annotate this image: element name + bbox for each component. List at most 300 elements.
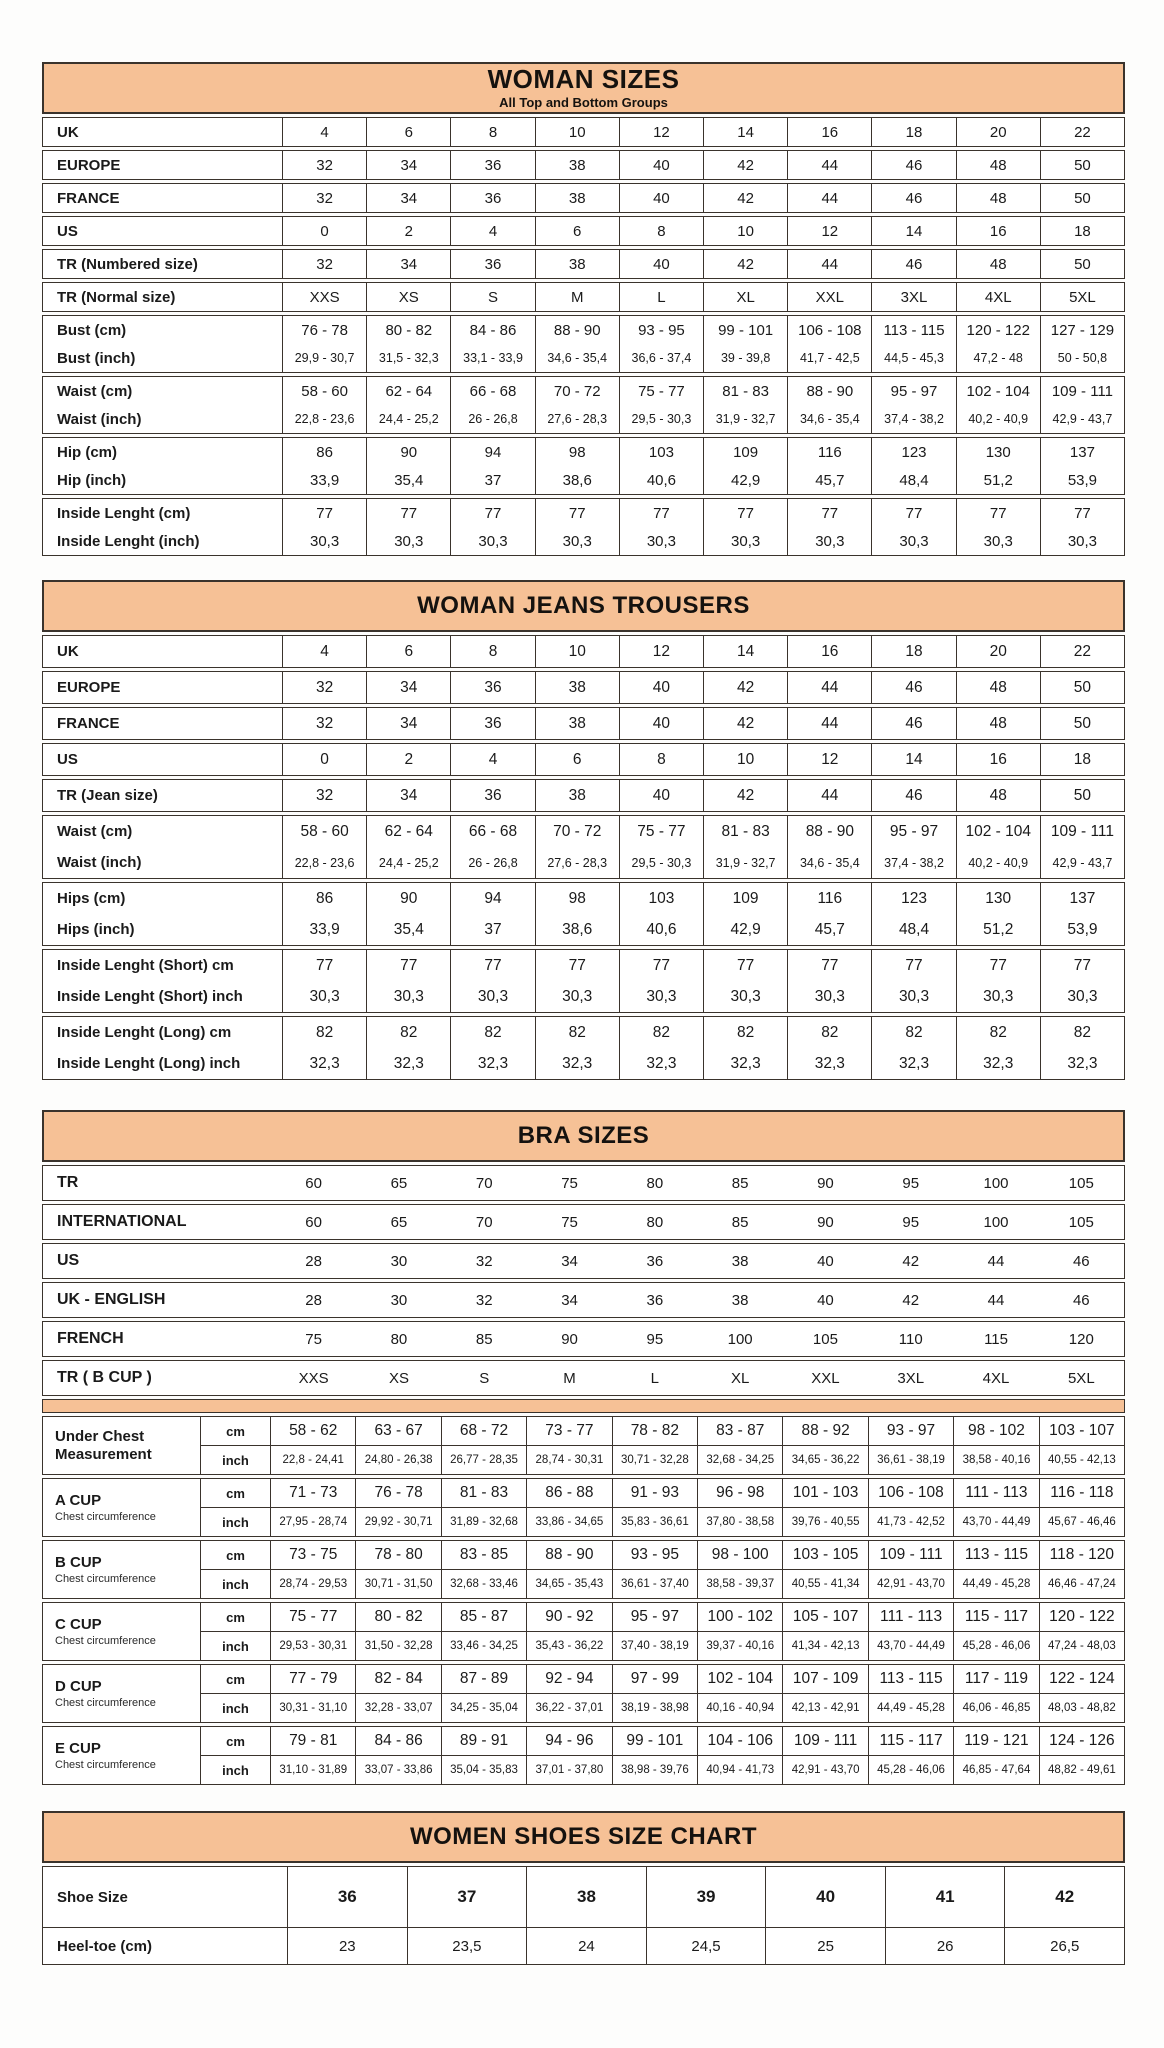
size-cell: 35,4 [366,914,450,945]
table-row [201,1541,1124,1569]
size-cell: 95 - 97 [612,1603,697,1631]
size-cell: 44 [987,1252,1005,1270]
size-cell: 65 [390,1174,408,1192]
row-label: Waist (cm) [43,377,283,405]
size-cell: 53,9 [1040,466,1124,494]
size-cell: 24,5 [646,1928,766,1964]
size-cell: 27,6 - 28,3 [535,405,619,433]
size-cell: 98 [535,883,619,914]
row-label: Bust (inch) [43,344,283,372]
row-label: INTERNATIONAL [57,1213,187,1230]
size-cell: 103 [619,438,703,466]
size-cell: 122 - 124 [1039,1665,1124,1693]
size-cell: 37,80 - 38,58 [697,1508,782,1536]
size-cell: 32,3 [366,1048,450,1079]
cup-group [42,1726,1125,1785]
size-cell: 8 [450,636,534,667]
table-row [201,1665,1124,1693]
size-cell: 62 - 64 [366,816,450,847]
table-row [201,1569,1124,1598]
size-cell: 89 - 91 [441,1727,526,1755]
size-cell: 42,9 [703,466,787,494]
size-cell: 115 [984,1330,1008,1348]
size-cell: 110 [898,1330,923,1348]
section-women-shoes-size-chart [42,1811,1125,1965]
size-cell: 30,3 [1040,981,1124,1012]
size-cell: XL [703,283,787,311]
size-cell: 60 [305,1174,322,1192]
size-cell: 26 - 26,8 [450,847,534,878]
size-cell: 16 [787,636,871,667]
size-cell: 22,8 - 23,6 [294,412,355,426]
size-cell: 36,61 - 37,40 [612,1570,697,1598]
row-group [42,1243,1125,1279]
size-cell: 36,61 - 38,19 [868,1446,953,1474]
size-cell: 42 [703,708,787,739]
size-cell: 30,3 [956,527,1040,555]
size-cell: 99 - 101 [612,1727,697,1755]
size-cell: 50 [1040,250,1124,278]
size-cell: 80 [646,1213,664,1231]
size-cell: 31,9 - 32,7 [703,847,787,878]
size-cell: 38,98 - 39,76 [612,1756,697,1784]
size-cell: 46,85 - 47,64 [953,1756,1038,1784]
size-cell: 38,19 - 38,98 [612,1694,697,1722]
size-cell: 38 [731,1291,749,1309]
unit-label: cm [201,1479,271,1507]
table-row [43,744,1124,775]
size-cell: 95 [902,1174,920,1192]
size-cell: L [650,1369,659,1387]
size-cell: 94 - 96 [526,1727,611,1755]
size-cell: 42,9 - 43,7 [1040,405,1124,433]
size-cell: 48 [956,708,1040,739]
size-cell: 41,73 - 42,52 [868,1508,953,1536]
cup-rows [201,1727,1124,1784]
row-group [42,1016,1125,1080]
row-label: UK [43,118,283,146]
size-cell: 48,82 - 49,61 [1039,1756,1124,1784]
size-cell: 36 [450,151,534,179]
row-label: Inside Lenght (inch) [43,527,283,555]
size-cell: 42,91 - 43,70 [782,1756,867,1784]
size-cell: 33,9 [309,920,340,938]
size-cell: 40,6 [619,466,703,494]
size-cell: 4XL [982,1369,1010,1387]
size-cell: 23 [338,1937,356,1955]
size-cell: 36 [450,780,534,811]
size-cell: 77 [956,499,1040,527]
size-cell: 36,6 - 37,4 [619,344,703,372]
size-cell: 12 [787,217,871,245]
size-cell: 82 [366,1017,450,1048]
table-row [201,1727,1124,1755]
size-cell: 18 [1040,217,1124,245]
table-row [43,636,1124,667]
size-cell: XXS [298,1369,329,1387]
size-cell: 109 - 111 [868,1541,953,1569]
row-group [42,815,1125,879]
table-row [201,1693,1124,1722]
size-cell: 77 [450,950,534,981]
size-cell: 75 [561,1213,578,1231]
size-cell: 30,3 [366,981,450,1012]
size-cell: 26 [885,1928,1005,1964]
size-cell: 30 [390,1252,408,1270]
size-cell: 75 - 77 [289,1608,338,1625]
size-cell: 123 [871,438,955,466]
size-cell: 38 [535,672,619,703]
table-row [43,708,1124,739]
size-cell: 120 - 122 [956,316,1040,344]
cup-group [42,1478,1125,1537]
unit-label: inch [201,1632,271,1660]
size-cell: 83 - 87 [697,1417,782,1445]
size-cell: 77 [619,950,703,981]
size-cell: 79 - 81 [289,1732,338,1749]
size-cell: 32,28 - 33,07 [355,1694,440,1722]
size-cell: 82 [450,1017,534,1048]
size-cell: 71 - 73 [289,1484,338,1501]
table-row [43,499,1124,527]
cup-rows [201,1541,1124,1598]
size-cell: 81 - 83 [703,377,787,405]
size-cell: 85 [475,1330,493,1348]
size-cell: 37,40 - 38,19 [612,1632,697,1660]
size-cell: 24,4 - 25,2 [366,405,450,433]
size-cell: 40,94 - 41,73 [697,1756,782,1784]
size-cell: 14 [703,636,787,667]
size-cell: 44,49 - 45,28 [868,1694,953,1722]
size-cell: 51,2 [956,914,1040,945]
size-cell: 6 [535,744,619,775]
size-cell: 32 [316,189,333,207]
row-label: Heel-toe (cm) [43,1928,288,1964]
size-cell: 95 - 97 [871,816,955,847]
size-cell: XXL [787,283,871,311]
size-cell: 109 - 111 [1040,377,1124,405]
size-cell: XXL [811,1369,840,1387]
table-row [43,118,1124,146]
unit-label: inch [201,1508,271,1536]
size-cell: 120 [1068,1330,1094,1348]
size-cell: 37 [450,914,534,945]
size-cell: 117 - 119 [953,1665,1038,1693]
size-cell: 123 [871,883,955,914]
size-cell: 119 - 121 [953,1727,1038,1755]
unit-label: cm [201,1541,271,1569]
size-cell: 38,6 [535,914,619,945]
size-cell: 100 [983,1213,1009,1231]
size-cell: 109 [703,438,787,466]
cup-sublabel: Chest circumference [55,1758,156,1771]
size-cell: 92 - 94 [526,1665,611,1693]
size-cell: 48,4 [871,914,955,945]
size-cell: 8 [450,118,534,146]
size-cell: 30 [390,1291,408,1309]
size-cell: 42 [703,672,787,703]
size-cell: 77 - 79 [289,1670,338,1687]
size-cell: 38 [731,1252,749,1270]
size-cell: 106 - 108 [868,1479,953,1507]
size-cell: 42,91 - 43,70 [868,1570,953,1598]
size-cell: 35,4 [366,466,450,494]
row-label: EUROPE [43,672,283,703]
table-row [43,780,1124,811]
size-cell: 30,3 [309,987,340,1005]
size-cell: 36,22 - 37,01 [526,1694,611,1722]
section-title: WOMAN JEANS TROUSERS [417,592,750,620]
table-row [43,283,1124,311]
size-cell: 22 [1040,118,1124,146]
size-cell: 106 - 108 [787,316,871,344]
size-cell: 105 [1068,1174,1094,1192]
size-cell: 14 [871,217,955,245]
row-label: Hip (inch) [43,466,283,494]
size-cell: 32,3 [956,1048,1040,1079]
size-cell: 34 [561,1252,578,1270]
size-cell: 38 [535,250,619,278]
size-cell: 77 [871,950,955,981]
size-cell: 98 - 100 [697,1541,782,1569]
size-cell: 36 [450,184,534,212]
size-cell: 41 [885,1867,1005,1927]
size-cell: 76 - 78 [301,321,348,339]
size-cell: 84 - 86 [355,1727,440,1755]
size-cell: 47,2 - 48 [956,344,1040,372]
size-cell: 42 [902,1291,920,1309]
size-cell: 105 [812,1330,838,1348]
cup-group [42,1664,1125,1723]
size-cell: 46 [1072,1252,1090,1270]
size-cell: 20 [956,118,1040,146]
table-row [43,1244,1124,1278]
row-group [42,707,1125,740]
size-cell: 4 [450,744,534,775]
size-cell: 42 [703,250,787,278]
size-cell: 40,2 - 40,9 [956,405,1040,433]
table-row [201,1445,1124,1474]
size-cell: 127 - 129 [1040,316,1124,344]
size-cell: 90 - 92 [526,1603,611,1631]
size-cell: 48 [956,672,1040,703]
table-row [43,847,1124,878]
size-cell: 32 [475,1252,493,1270]
row-group [42,743,1125,776]
table-row [201,1417,1124,1445]
size-cell: 111 - 113 [953,1479,1038,1507]
size-cell: 81 - 83 [441,1479,526,1507]
size-cell: 3XL [897,1369,925,1387]
size-cell: 43,70 - 44,49 [953,1508,1038,1536]
size-cell: 46,06 - 46,85 [953,1694,1038,1722]
row-label: FRANCE [43,708,283,739]
cup-group [42,1540,1125,1599]
cup-group [42,1416,1125,1475]
size-cell: 30,3 [619,527,703,555]
size-cell: 51,2 [956,466,1040,494]
row-label: Waist (cm) [43,816,283,847]
size-cell: 37 [450,466,534,494]
size-cell: 77 [1040,950,1124,981]
size-cell: 38,58 - 40,16 [953,1446,1038,1474]
row-label [43,1417,201,1474]
size-cell: 41,34 - 42,13 [782,1632,867,1660]
size-cell: 6 [366,118,450,146]
size-cell: 33,86 - 34,65 [526,1508,611,1536]
table-row [201,1755,1124,1784]
table-row [201,1603,1124,1631]
table-row [43,405,1124,433]
row-group [42,671,1125,704]
size-cell: 93 - 95 [619,316,703,344]
size-cell: 32,3 [450,1048,534,1079]
row-label: Bust (cm) [43,316,283,344]
table-row [43,316,1124,344]
size-cell: 40 [619,708,703,739]
table-row [43,217,1124,245]
size-cell: 73 - 77 [526,1417,611,1445]
size-cell: 18 [871,118,955,146]
size-cell: 82 [703,1017,787,1048]
size-cell: 93 - 97 [868,1417,953,1445]
size-cell: M [563,1369,576,1387]
size-cell: 37,01 - 37,80 [526,1756,611,1784]
size-cell: 109 - 111 [782,1727,867,1755]
size-cell: 28 [305,1291,322,1309]
size-cell: 113 - 115 [871,316,955,344]
size-cell: 53,9 [1040,914,1124,945]
size-cell: 16 [956,744,1040,775]
size-cell: 31,50 - 32,28 [355,1632,440,1660]
cup-sublabel: Chest circumference [55,1696,156,1709]
size-cell: 78 - 82 [612,1417,697,1445]
size-cell: 30,71 - 31,50 [355,1570,440,1598]
size-cell: XL [730,1369,750,1387]
size-cell: 77 [1040,499,1124,527]
size-cell: 80 - 82 [355,1603,440,1631]
size-cell: 34,6 - 35,4 [787,405,871,433]
row-group [42,437,1125,495]
size-cell: 30,3 [535,527,619,555]
size-cell: 24 [526,1928,646,1964]
size-cell: 29,5 - 30,3 [619,847,703,878]
size-cell: 109 - 111 [1040,816,1124,847]
size-cell: 34 [561,1291,578,1309]
size-cell: 44 [987,1291,1005,1309]
row-label: Inside Lenght (Short) cm [43,950,283,981]
size-cell: 116 [787,438,871,466]
size-cell: 34,6 - 35,4 [535,344,619,372]
size-cell: 50 [1040,780,1124,811]
size-cell: 47,24 - 48,03 [1039,1632,1124,1660]
size-cell: 30,3 [1040,527,1124,555]
size-cell: 30,3 [703,527,787,555]
size-cell: 44 [787,151,871,179]
size-cell: 137 [1040,883,1124,914]
size-cell: 66 - 68 [450,816,534,847]
size-cell: 80 [390,1330,408,1348]
size-cell: 28 [305,1252,322,1270]
size-cell: 85 - 87 [441,1603,526,1631]
size-cell: 98 [535,438,619,466]
size-cell: 40 [619,780,703,811]
table-row [201,1479,1124,1507]
size-cell: 27,95 - 28,74 [279,1516,348,1528]
size-cell: 42,9 [703,914,787,945]
section-woman-sizes [42,0,1125,556]
row-label: TR ( B CUP ) [57,1369,152,1386]
size-cell: 32,3 [703,1048,787,1079]
size-cell: 91 - 93 [612,1479,697,1507]
size-cell: 34,25 - 35,04 [441,1694,526,1722]
size-cell: 29,9 - 30,7 [294,351,355,365]
size-cell: 5XL [1067,1369,1095,1387]
size-cell: 42 [703,151,787,179]
size-cell: 30,3 [535,981,619,1012]
size-cell: 46 [1072,1291,1090,1309]
size-cell: 100 - 102 [697,1603,782,1631]
row-group [42,117,1125,147]
size-cell: 25 [765,1928,885,1964]
size-cell: 30,3 [310,532,340,550]
size-cell: 50 - 50,8 [1040,344,1124,372]
size-cell: 97 - 99 [612,1665,697,1693]
size-cell: 75 - 77 [619,377,703,405]
size-cell: 30,3 [787,527,871,555]
size-cell: 34,65 - 35,43 [526,1570,611,1598]
size-cell: 10 [703,744,787,775]
row-label: UK [43,636,283,667]
size-cell: 85 [731,1174,749,1192]
table-row [43,1283,1124,1317]
size-cell: 26,77 - 28,35 [441,1446,526,1474]
size-cell: 60 [305,1213,322,1231]
row-label: Inside Lenght (Long) cm [43,1017,283,1048]
size-cell: 22,8 - 23,6 [294,855,355,870]
section-bra-sizes [42,1110,1125,1785]
cup-rows [201,1665,1124,1722]
size-cell: 38,58 - 39,37 [697,1570,782,1598]
size-cell: 48 [956,151,1040,179]
size-cell: 46,46 - 47,24 [1039,1570,1124,1598]
size-cell: 38 [535,151,619,179]
size-cell: 40,55 - 41,34 [782,1570,867,1598]
cup-rows [201,1417,1124,1474]
size-cell: 33,46 - 34,25 [441,1632,526,1660]
size-cell: 70 [475,1174,493,1192]
size-cell: 82 [956,1017,1040,1048]
size-cell: 70 [475,1213,493,1231]
row-label: Shoe Size [43,1867,288,1927]
size-cell: 90 [817,1213,834,1231]
row-group [42,882,1125,946]
size-cell: 40 [619,184,703,212]
table-row [43,377,1124,405]
row-group [42,1204,1125,1240]
divider-strip [42,1399,1125,1413]
size-cell: 32 [316,156,333,174]
size-cell: 32,3 [535,1048,619,1079]
size-cell: 94 [450,883,534,914]
table-row [43,883,1124,914]
size-cell: 118 - 120 [1039,1541,1124,1569]
size-cell: 99 - 101 [703,316,787,344]
size-cell: 32,68 - 34,25 [697,1446,782,1474]
size-cell: 90 [366,883,450,914]
size-cell: 77 [787,950,871,981]
size-cell: 20 [956,636,1040,667]
